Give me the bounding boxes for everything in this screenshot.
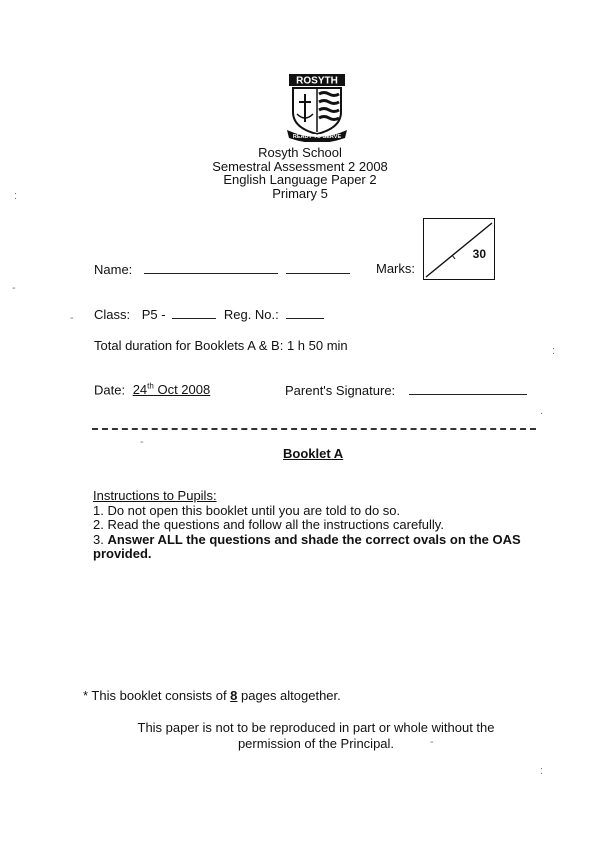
instructions-block [93,489,543,562]
parent-signature-field[interactable] [285,382,527,398]
separator-line [92,428,536,430]
level-title: Primary 5 [272,185,328,201]
date-value [133,382,211,397]
date-day: 24 [132,382,148,398]
duration-text: Total duration for Booklets A & B: 1 h 50 min [94,338,348,353]
scan-mark: - [430,736,434,748]
paper-header [0,146,600,200]
school-name: Rosyth School [258,145,342,160]
assessment-title: Semestral Assessment 2 2008 [212,158,388,174]
name-line-1 [144,261,278,274]
scan-mark: : [552,345,556,357]
parent-signature-label: Parent's Signature: [285,383,396,398]
instructions-heading: Instructions to Pupils: [93,488,217,503]
instruction-item-2: 2. Read the questions and follow all the instructions carefully. [93,517,444,532]
scan-mark: - [12,282,16,294]
marks-total: 30 [472,247,486,261]
scan-mark: : [540,765,544,777]
paper-title: English Language Paper 2 [223,172,377,187]
date-rest: Oct 2008 [153,382,211,398]
scan-mark: . [540,405,544,417]
instruction-item-1: 1. Do not open this booklet until you are told to do so. [93,502,401,518]
scan-mark: - [70,312,74,324]
page-count-suffix: pages altogether. [237,688,341,703]
class-field[interactable] [94,306,324,322]
marks-box [423,218,495,280]
reg-label: Reg. No.: [223,307,279,322]
scan-mark: - [140,436,144,448]
name-field[interactable] [94,261,350,277]
copyright-notice: This paper is not to be reproduced in part or whole without the permission of the Principal. [137,720,495,751]
instruction-item-3-text: Answer ALL the questions and shade the correct ovals on the OAS provided. [93,531,521,561]
instruction-item-3-number: 3. [93,531,108,547]
reg-line [286,306,324,319]
parent-signature-line [409,382,527,395]
marks-label: Marks: [376,261,415,276]
crest-banner-bottom-text: READY TO SERVE [292,134,342,140]
name-label: Name: [94,262,133,277]
instruction-item-3 [93,533,543,562]
crest-banner-top-text: ROSYTH [296,75,338,87]
date-suffix: th [147,382,154,391]
page-count-note [83,688,341,703]
name-line-2 [286,261,350,274]
class-line [172,306,216,319]
booklet-title: Booklet A [283,446,344,461]
scan-mark: : [14,190,18,202]
page-count-value: 8 [230,688,238,703]
class-prefix: P5 - [141,307,166,322]
date-label: Date: [94,382,126,398]
date-field [94,382,210,397]
school-crest-logo [283,72,351,142]
class-label: Class: [94,307,131,322]
page-count-prefix: * This booklet consists of [83,688,231,703]
